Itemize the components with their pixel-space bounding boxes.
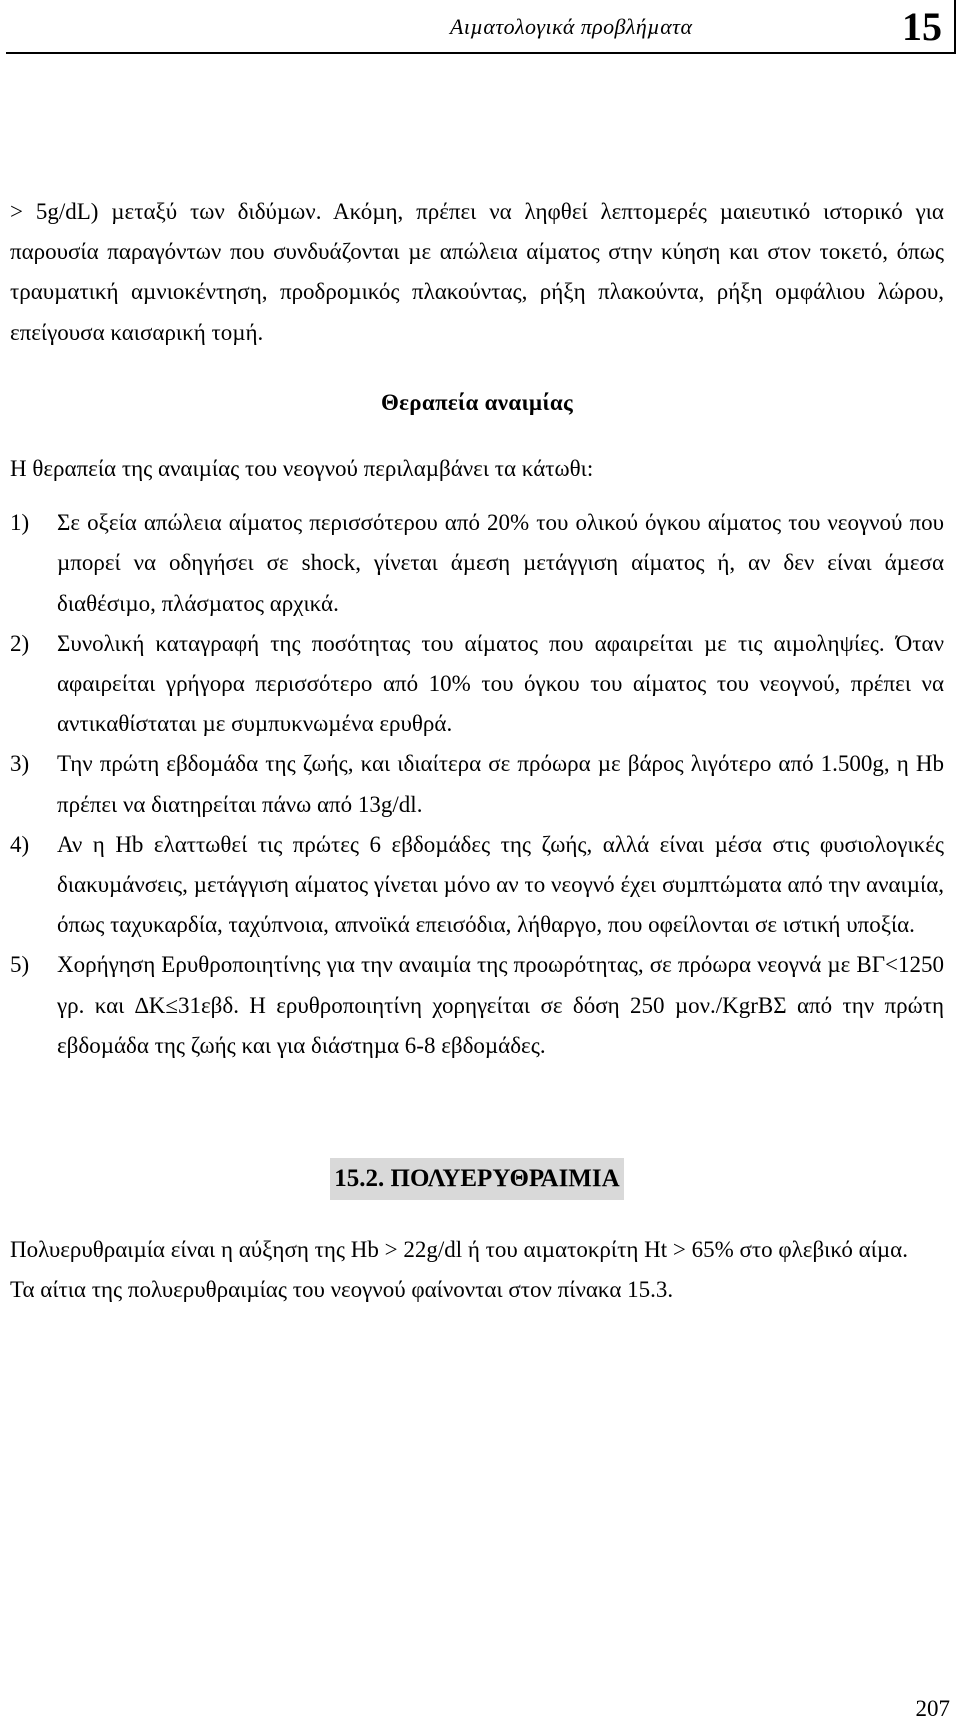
list-item	[10, 503, 944, 624]
list-item-number: 2)	[10, 630, 30, 656]
page-number: 207	[915, 1696, 950, 1721]
list-item-text: Σε οξεία απώλεια αίµατος περισσότερου από 20% του ολικού όγκου αίµατος του νεογνού που µπορεί να οδηγήσει σε shock, γίνεται άµεση µετάγγιση αίµατος ή, αν δεν είναι άµεσα διαθέσιµο, πλάσµατος αρχικά.	[57, 510, 944, 616]
therapy-list	[10, 503, 944, 1066]
polycythemia-causes: Τα αίτια της πολυερυθραιµίας του νεογνού φαίνονται στον πίνακα 15.3.	[10, 1277, 674, 1303]
list-item-text: Συνολική καταγραφή της ποσότητας του αίµατος που αφαιρείται µε τις αιµοληψίες. Όταν αφαιρείται γρήγορα περισσότερο από 10% του όγκου του αίµατος του νεογνού, πρέπει να αντικαθίσταται µε συµπυκνωµένα ερυθρά.	[57, 630, 944, 737]
list-item-number: 3)	[10, 751, 30, 777]
therapy-section-title: Θεραπεία αναιµίας	[380, 389, 574, 415]
header-chapter-number: 15	[902, 4, 942, 49]
polycythemia-heading: 15.2. ΠΟΛΥΕΡΥΘΡΑΙΜΙΑ	[330, 1158, 623, 1200]
list-item-text: Την πρώτη εβδοµάδα της ζωής, και ιδιαίτερα σε πρόωρα µε βάρος λιγότερο από 1.500g, η Hb πρέπει να διατηρείται πάνω από 13g/dl.	[57, 751, 944, 817]
list-item-text: Αν η Hb ελαττωθεί τις πρώτες 6 εβδοµάδες της ζωής, αλλά είναι µέσα στις φυσιολογικές διακυµάνσεις, µετάγγιση αίµατος γίνεται µόνο αν το νεογνό έχει συµπτώµατα από την αναιµία, όπως ταχυκαρδία, ταχύπνοια, απνοϊκά επεισόδια, λήθαργο, που οφείλονται σε ιστική υποξία.	[57, 831, 944, 938]
list-item	[10, 744, 944, 824]
polycythemia-heading-wrap	[10, 1158, 944, 1200]
list-item-text: Χορήγηση Ερυθροποιητίνης για την αναιµία της προωρότητας, σε πρόωρα νεογνά µε ΒΓ<1250 γρ. και ∆Κ≤31εβδ. Η ερυθροποιητίνη χορηγείται σε δόση 250 µον./KgrBΣ από την πρώτη εβδοµάδα της ζωής και για διάστηµα 6-8 εβδοµάδες.	[57, 952, 944, 1058]
intro-paragraph: > 5g/dL) µεταξύ των διδύµων. Ακόµη, πρέπει να ληφθεί λεπτοµερές µαιευτικό ιστορικό για παρουσία παραγόντων που συνδυάζονται µε απώλεια αίµατος στην κύηση και στον τοκετό, όπως τραυµατική αµνιοκέντηση, προδροµικός πλακούντας, ρήξη πλακούντα, ρήξη οµφάλιου λώρου, επείγουσα καισαρική τοµή.	[10, 199, 944, 345]
list-item	[10, 825, 944, 946]
main-content	[10, 192, 944, 1310]
list-item-number: 1)	[10, 510, 30, 536]
list-item	[10, 624, 944, 745]
therapy-intro: Η θεραπεία της αναιµίας του νεογνού περιλαµβάνει τα κάτωθι:	[10, 456, 594, 482]
list-item-number: 5)	[10, 952, 30, 978]
running-header	[6, 0, 956, 54]
polycythemia-definition: Πολυερυθραιµία είναι η αύξηση της Hb > 22g/dl ή του αιµατοκρίτη Ht > 65% στο φλεβικό αίµα.	[10, 1237, 908, 1263]
list-item	[10, 945, 944, 1066]
list-item-number: 4)	[10, 831, 30, 857]
header-chapter-title: Αιµατολογικά προβλήµατα	[450, 14, 693, 39]
